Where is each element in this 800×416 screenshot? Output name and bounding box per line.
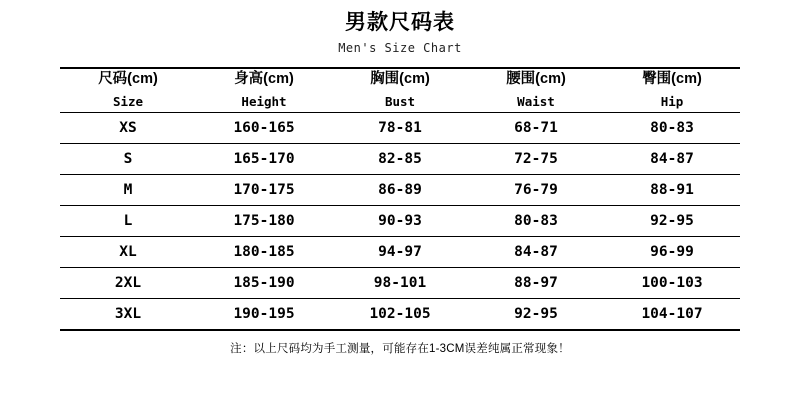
cell-bust: 98-101	[332, 267, 468, 298]
cell-height: 175-180	[196, 205, 332, 236]
size-chart-table-wrap	[60, 67, 740, 356]
cell-hip: 104-107	[604, 298, 740, 330]
column-header-hip-cn: 臀围(cm)	[642, 71, 702, 88]
table-row	[60, 174, 740, 205]
cell-size: 3XL	[60, 298, 196, 330]
table-row	[60, 112, 740, 143]
page-title: 男款尺码表	[345, 11, 455, 34]
table-row	[60, 236, 740, 267]
size-chart-table	[60, 67, 740, 331]
cell-bust: 86-89	[332, 174, 468, 205]
table-row	[60, 143, 740, 174]
measurement-note: 注：以上尺码均为手工测量，可能存在1-3CM误差纯属正常现象！	[230, 342, 570, 355]
column-header-waist-en: Waist	[517, 94, 555, 109]
page-subtitle: Men's Size Chart	[338, 41, 462, 56]
cell-bust: 102-105	[332, 298, 468, 330]
cell-hip: 96-99	[604, 236, 740, 267]
cell-height: 170-175	[196, 174, 332, 205]
cell-hip: 88-91	[604, 174, 740, 205]
cell-bust: 78-81	[332, 112, 468, 143]
column-header-height-cn: 身高(cm)	[234, 71, 294, 88]
cell-waist: 80-83	[468, 205, 604, 236]
table-row	[60, 298, 740, 330]
column-header-bust-en: Bust	[384, 94, 416, 109]
table-row	[60, 267, 740, 298]
column-header-size-cn: 尺码(cm)	[98, 71, 158, 88]
cell-hip: 92-95	[604, 205, 740, 236]
title-block	[0, 0, 800, 55]
column-header-bust-cn: 胸围(cm)	[370, 71, 430, 88]
cell-size: 2XL	[60, 267, 196, 298]
column-header-height	[196, 68, 332, 112]
column-header-bust	[332, 68, 468, 112]
cell-bust: 82-85	[332, 143, 468, 174]
column-header-hip	[604, 68, 740, 112]
cell-waist: 92-95	[468, 298, 604, 330]
column-header-size-en: Size	[112, 94, 144, 109]
cell-hip: 84-87	[604, 143, 740, 174]
column-header-size	[60, 68, 196, 112]
table-head	[60, 68, 740, 112]
cell-waist: 76-79	[468, 174, 604, 205]
column-header-hip-en: Hip	[660, 94, 684, 109]
table-row	[60, 205, 740, 236]
column-header-waist	[468, 68, 604, 112]
cell-waist: 88-97	[468, 267, 604, 298]
cell-hip: 100-103	[604, 267, 740, 298]
cell-height: 160-165	[196, 112, 332, 143]
cell-height: 190-195	[196, 298, 332, 330]
cell-waist: 72-75	[468, 143, 604, 174]
cell-hip: 80-83	[604, 112, 740, 143]
cell-size: S	[60, 143, 196, 174]
cell-size: XS	[60, 112, 196, 143]
cell-height: 185-190	[196, 267, 332, 298]
cell-bust: 94-97	[332, 236, 468, 267]
cell-size: M	[60, 174, 196, 205]
cell-waist: 68-71	[468, 112, 604, 143]
table-header-row	[60, 68, 740, 112]
cell-bust: 90-93	[332, 205, 468, 236]
cell-height: 165-170	[196, 143, 332, 174]
cell-waist: 84-87	[468, 236, 604, 267]
cell-size: XL	[60, 236, 196, 267]
table-body	[60, 112, 740, 330]
column-header-height-en: Height	[241, 94, 287, 109]
column-header-waist-cn: 腰围(cm)	[506, 71, 566, 88]
cell-size: L	[60, 205, 196, 236]
cell-height: 180-185	[196, 236, 332, 267]
